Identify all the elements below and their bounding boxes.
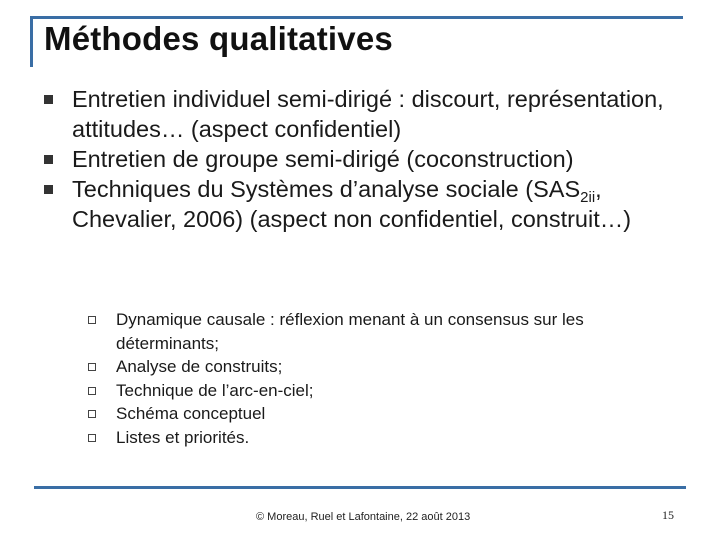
- square-bullet-icon: [44, 155, 53, 164]
- bullet-text: [72, 176, 631, 232]
- page-number: 15: [662, 508, 674, 522]
- sub-bullet-text: Dynamique causale : réflexion menant à un consensus sur les déterminants;: [116, 310, 584, 353]
- bullet-list: [44, 84, 704, 234]
- sub-bullet-item: [88, 379, 648, 403]
- hollow-square-bullet-icon: [88, 387, 96, 395]
- hollow-square-bullet-icon: [88, 434, 96, 442]
- bullet-text-part: Techniques du Systèmes d’analyse sociale (SAS: [72, 176, 581, 202]
- bullet-text: Entretien individuel semi-dirigé : discourt, représentation, attitudes… (aspect confidentiel): [72, 86, 664, 142]
- footer-copyright: © Moreau, Ruel et Lafontaine, 22 août 2013: [256, 511, 471, 523]
- footer-divider: [34, 486, 686, 489]
- hollow-square-bullet-icon: [88, 410, 96, 418]
- bullet-item: [44, 144, 704, 174]
- sub-bullet-text: Analyse de construits;: [116, 357, 283, 376]
- hollow-square-bullet-icon: [88, 363, 96, 371]
- bullet-item: [44, 84, 704, 144]
- sub-bullet-text: Listes et priorités.: [116, 427, 250, 447]
- subscript-text: 2ii: [580, 189, 596, 206]
- sub-bullet-item: [88, 308, 648, 355]
- slide-title: Méthodes qualitatives: [44, 20, 393, 57]
- bullet-text: Entretien de groupe semi-dirigé (coconstruction): [72, 146, 574, 172]
- bullet-item: [44, 174, 704, 234]
- sub-bullet-item: [88, 426, 648, 450]
- square-bullet-icon: [44, 185, 53, 194]
- sub-bullet-item: [88, 402, 648, 426]
- sub-bullet-item: [88, 355, 648, 379]
- bullet-text-part: , Chevalier, 2006) (aspect non confidentiel, construit…): [72, 176, 632, 232]
- sub-bullet-text: Schéma conceptuel: [116, 404, 266, 423]
- square-bullet-icon: [44, 95, 53, 104]
- sub-bullet-list: [88, 308, 648, 449]
- sub-bullet-text: Technique de l’arc-en-ciel;: [116, 380, 314, 400]
- hollow-square-bullet-icon: [88, 316, 96, 324]
